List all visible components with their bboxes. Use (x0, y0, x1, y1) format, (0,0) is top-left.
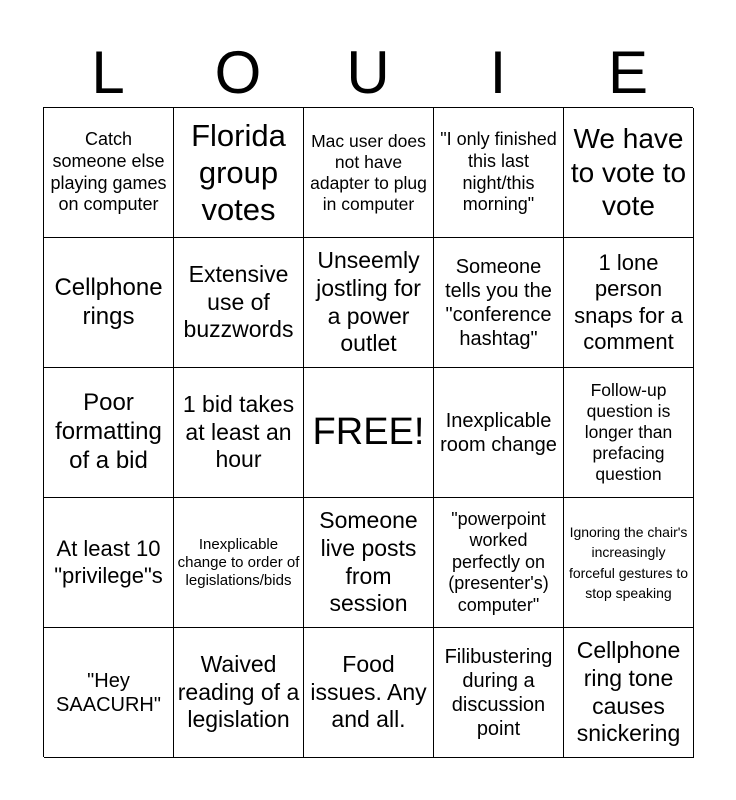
bingo-cell[interactable] (174, 368, 304, 498)
bingo-cell[interactable] (304, 498, 434, 628)
cell-text: Filibustering during a discussion point (444, 645, 553, 740)
bingo-cell[interactable] (174, 628, 304, 758)
header-letter-l: L (91, 39, 125, 106)
cell-text: Inexplicable change to order of legislations/bids (177, 535, 300, 589)
bingo-cell[interactable] (44, 108, 174, 238)
cell-text: We have to vote to vote (570, 123, 687, 222)
bingo-cell[interactable] (434, 368, 564, 498)
bingo-cell[interactable] (174, 238, 304, 368)
cell-text: Poor formatting of a bid (55, 389, 162, 474)
bingo-cell[interactable] (304, 238, 434, 368)
bingo-cell[interactable] (304, 628, 434, 758)
cell-text: "Hey SAACURH" (56, 669, 161, 716)
bingo-cell[interactable] (564, 498, 694, 628)
cell-text: Florida group votes (191, 117, 286, 228)
cell-text: Catch someone else playing games on computer (50, 129, 167, 215)
bingo-cell[interactable] (44, 498, 174, 628)
cell-text: Mac user does not have adapter to plug in computer (310, 130, 427, 214)
header-letter-i: I (489, 39, 507, 106)
bingo-cell[interactable] (564, 238, 694, 368)
cell-text: Food issues. Any and all. (310, 651, 427, 733)
bingo-header (43, 38, 693, 108)
header-letter-u: U (346, 39, 390, 106)
bingo-cell[interactable] (304, 108, 434, 238)
cell-text: Unseemly jostling for a power outlet (316, 247, 421, 357)
bingo-cell[interactable] (44, 628, 174, 758)
cell-text: Ignoring the chair's increasingly forceful gestures to stop speaking (568, 523, 689, 601)
bingo-cell[interactable] (434, 498, 564, 628)
bingo-cell[interactable] (44, 238, 174, 368)
cell-text: Someone live posts from session (319, 507, 418, 617)
cell-text: Cellphone rings (54, 273, 163, 330)
cell-text: Follow-up question is longer than prefacing question (584, 380, 673, 484)
cell-text: 1 lone person snaps for a comment (574, 249, 683, 354)
bingo-cell[interactable] (564, 368, 694, 498)
free-space-label: FREE! (312, 410, 425, 453)
bingo-cell[interactable] (174, 498, 304, 628)
bingo-cell[interactable] (174, 108, 304, 238)
header-letter-o: O (214, 39, 262, 106)
cell-text: Someone tells you the "conference hashtag" (445, 255, 552, 350)
bingo-cell[interactable] (564, 628, 694, 758)
cell-text: At least 10 "privilege"s (54, 536, 163, 588)
cell-text: Waived reading of a legislation (177, 651, 300, 733)
bingo-cell[interactable] (434, 108, 564, 238)
cell-text: Inexplicable room change (440, 409, 557, 456)
bingo-cell[interactable] (44, 368, 174, 498)
cell-text: "powerpoint worked perfectly on (presenter's) computer" (448, 508, 549, 615)
bingo-board (43, 107, 693, 757)
cell-text: Cellphone ring tone causes snickering (576, 637, 681, 747)
cell-text: Extensive use of buzzwords (183, 261, 294, 343)
bingo-cell[interactable] (564, 108, 694, 238)
free-space[interactable] (304, 368, 434, 498)
bingo-cell[interactable] (434, 238, 564, 368)
cell-text: "I only finished this last night/this morning" (440, 129, 557, 215)
bingo-cell[interactable] (434, 628, 564, 758)
cell-text: 1 bid takes at least an hour (182, 391, 295, 473)
header-letter-e: E (607, 39, 649, 106)
